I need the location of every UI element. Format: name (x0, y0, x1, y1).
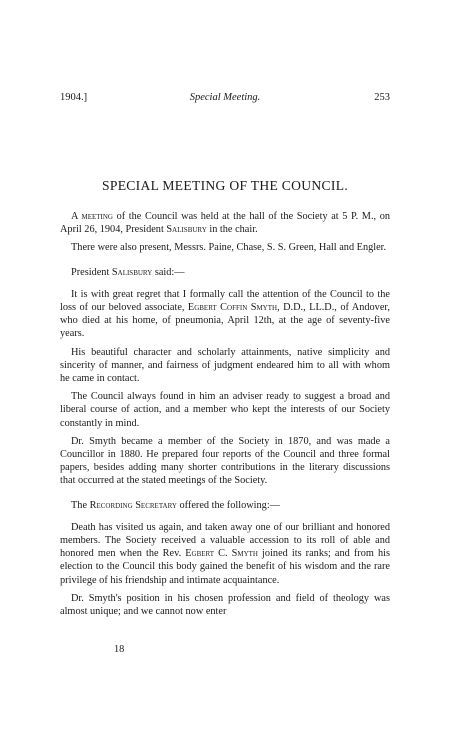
header-year: 1904.] (60, 92, 88, 103)
signature-mark: 18 (114, 644, 125, 655)
body-text (60, 210, 390, 623)
lead-words: A meeting (71, 211, 113, 222)
person-name: Egbert C. Smyth (185, 548, 258, 560)
header-section-title: Special Meeting. (189, 92, 261, 103)
text: joined its ranks; and from his election to the Council this body gained the benefit of his wisdom and the rare privilege of his friendship and intimate acquaintance. (60, 548, 390, 586)
speaker-line-secretary (60, 499, 390, 512)
page-number: 253 (374, 92, 390, 103)
paragraph-membership: Dr. Smyth became a member of the Society in 1870, and was made a Councillor in 1880. He prepared four reports of the Council and three formal papers, besides adding many shorter contributions in the literary discussions that occurred at the stated meetings of the Society. (60, 435, 390, 487)
paragraph-resolution (60, 521, 390, 587)
person-name: Egbert Coffin Smyth (187, 302, 278, 314)
paragraph-council: The Council always found in him an adviser ready to suggest a broad and liberal course of action, and a member who kept the interests of our Society constantly in mind. (60, 391, 390, 429)
person-name: Salisbury (111, 266, 153, 278)
text: It is with great regret that I formally call the attention of the Council to the loss of our beloved associate, (60, 288, 390, 314)
text: President (71, 266, 112, 278)
paragraph-position: Dr. Smyth's position in his chosen profession and field of theology was almost unique; and we cannot now enter (60, 592, 390, 618)
paragraph-character: His beautiful character and scholarly attainments, native simplicity and sincerity of manner, and fairness of judgment endeared him to all with whom he came in contact. (60, 346, 390, 385)
running-header (60, 92, 390, 108)
person-name: Salisbury (166, 224, 207, 236)
speaker-line-president (60, 266, 390, 279)
office-title: Recording Secretary (89, 499, 177, 511)
text: said:— (152, 266, 185, 278)
text: in the chair. (206, 224, 258, 236)
text: Death has visited us again, and taken away one of our brilliant and honored members. The Society received a valuable accession to its roll of able and honored men when the Rev. (60, 521, 390, 560)
text: , D.D., LL.D., of Andover, who died at his home, of pneumonia, April 12th, at the age of seventy-five years. (60, 302, 390, 340)
paragraph-meeting-notice (60, 210, 390, 236)
page-title: SPECIAL MEETING OF THE COUNCIL. (101, 178, 349, 193)
paragraph-attendees: There were also present, Messrs. Paine, Chase, S. S. Green, Hall and Engler. (71, 242, 387, 254)
text: of the Council was held at the hall of the Society at 5 P. M., on April 26, 1904, President (60, 211, 390, 236)
text: offered the following:— (176, 499, 280, 511)
text: The (71, 499, 90, 511)
paragraph-announcement (60, 288, 390, 341)
